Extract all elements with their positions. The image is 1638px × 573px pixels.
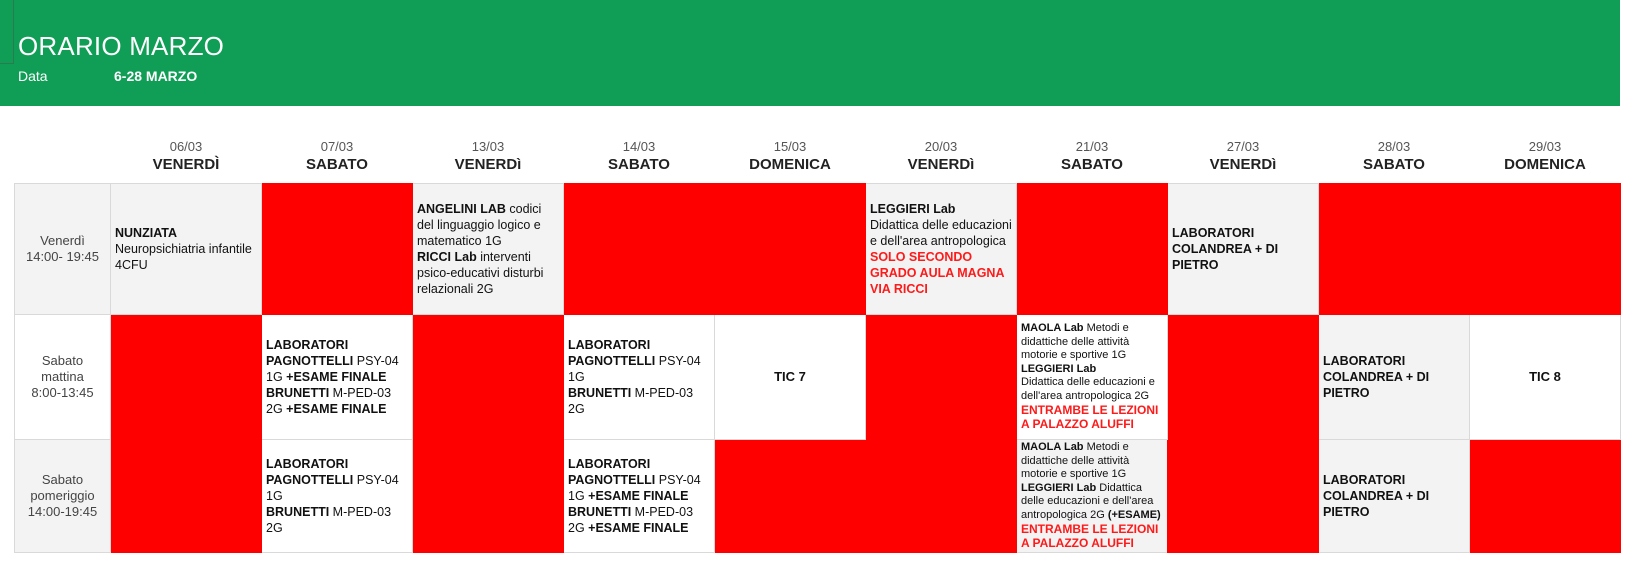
schedule-cell[interactable] — [413, 183, 564, 314]
time-slot-label: Sabato mattina 8:00-13:45 — [15, 314, 111, 439]
lesson-teacher: LEGGIERI Lab — [1021, 481, 1097, 494]
day-date: 06/03 — [169, 139, 203, 155]
day-date: 21/03 — [1075, 139, 1109, 155]
day-header — [866, 130, 1017, 183]
lesson-teacher: LABORATORI COLANDREA + DI PIETRO — [1323, 353, 1430, 400]
day-date: 13/03 — [471, 139, 505, 155]
lesson-subject: Metodi e didattiche delle attività motorie e sportive 1G — [1021, 441, 1130, 480]
schedule-row-saturday-morning — [15, 314, 1621, 439]
schedule-cell-unavailable[interactable] — [111, 314, 262, 439]
schedule-cell[interactable] — [1470, 314, 1621, 439]
page-header — [0, 0, 1620, 106]
day-weekday: VENERDì — [1209, 156, 1277, 174]
day-weekday: VENERDì — [907, 156, 975, 174]
lesson-teacher: BRUNETTI — [266, 504, 330, 519]
lesson-location-note: SOLO SECONDO GRADO AULA MAGNA VIA RICCI — [870, 249, 1005, 296]
lesson-teacher: BRUNETTI — [266, 385, 330, 400]
schedule-cell[interactable] — [1017, 314, 1168, 439]
lesson-teacher: LABORATORI PAGNOTTELLI — [568, 456, 656, 487]
day-date: 28/03 — [1377, 139, 1411, 155]
schedule-cell-unavailable[interactable] — [111, 439, 262, 552]
lesson-subject: Didattica delle educazioni e dell'area antropologica 2G — [1021, 481, 1154, 521]
lesson-teacher: LABORATORI COLANDREA + DI PIETRO — [1172, 225, 1279, 272]
exam-note: +ESAME FINALE — [286, 401, 387, 416]
schedule-cell[interactable] — [1168, 183, 1319, 314]
lesson-title: TIC 7 — [774, 368, 806, 384]
lesson-subject: PSY-04 1G — [266, 353, 399, 384]
schedule-cell-unavailable[interactable] — [715, 439, 866, 552]
schedule-cell-unavailable[interactable] — [715, 183, 866, 314]
day-date: 14/03 — [622, 139, 656, 155]
day-date: 20/03 — [924, 139, 958, 155]
lesson-teacher: LEGGIERI Lab — [870, 201, 956, 216]
day-header — [1319, 130, 1470, 183]
lesson-teacher: LABORATORI PAGNOTTELLI — [568, 337, 656, 368]
schedule-cell[interactable] — [866, 183, 1017, 314]
day-header — [262, 130, 413, 183]
lesson-subject: PSY-04 1G — [568, 353, 701, 384]
lesson-teacher: LABORATORI COLANDREA + DI PIETRO — [1323, 472, 1430, 519]
schedule-cell-unavailable[interactable] — [866, 314, 1017, 552]
day-date: 15/03 — [773, 139, 807, 155]
schedule-row-friday — [15, 183, 1621, 314]
day-header — [413, 130, 564, 183]
schedule-cell[interactable] — [564, 439, 715, 552]
lesson-teacher: RICCI Lab — [417, 249, 477, 264]
schedule-cell[interactable] — [262, 314, 413, 439]
lesson-teacher: MAOLA Lab — [1021, 322, 1084, 334]
lesson-subject: PSY-04 1G — [266, 472, 399, 503]
lesson-teacher: MAOLA Lab — [1021, 441, 1084, 453]
schedule-row-saturday-afternoon — [15, 439, 1621, 552]
schedule-cell[interactable] — [1017, 439, 1168, 552]
day-weekday: VENERDì — [454, 156, 522, 174]
schedule-cell[interactable] — [1319, 314, 1470, 439]
lesson-teacher: BRUNETTI — [568, 385, 632, 400]
corner-header — [15, 130, 111, 183]
schedule-cell[interactable] — [1319, 439, 1470, 552]
lesson-subject: interventi psico-educativi disturbi relazionali 2G — [417, 249, 544, 296]
schedule-cell-unavailable[interactable] — [1168, 314, 1319, 552]
date-range-value: 6-28 MARZO — [114, 68, 198, 84]
lesson-subject: M-PED-03 2G — [568, 504, 694, 535]
lesson-teacher: NUNZIATA — [115, 225, 178, 240]
day-header — [1470, 130, 1621, 183]
exam-note: +ESAME FINALE — [588, 520, 689, 535]
lesson-subject: M-PED-03 2G — [266, 504, 392, 535]
schedule-cell-unavailable[interactable] — [413, 314, 564, 439]
exam-note: (+ESAME) — [1107, 508, 1161, 521]
day-header — [564, 130, 715, 183]
lesson-teacher: LABORATORI PAGNOTTELLI — [266, 337, 354, 368]
schedule-cell[interactable] — [262, 439, 413, 552]
lesson-subject: Neuropsichiatria infantile 4CFU — [115, 241, 252, 272]
lesson-subject: M-PED-03 2G — [266, 385, 392, 416]
page-title: ORARIO MARZO — [18, 31, 225, 61]
day-weekday: SABATO — [1061, 156, 1123, 174]
day-weekday: DOMENICA — [749, 156, 831, 174]
schedule-table — [14, 130, 1621, 553]
lesson-teacher: LEGGIERI Lab — [1021, 362, 1097, 375]
day-weekday: SABATO — [608, 156, 670, 174]
day-header — [1168, 130, 1319, 183]
lesson-teacher: BRUNETTI — [568, 504, 632, 519]
schedule-cell-unavailable[interactable] — [1470, 183, 1621, 314]
schedule-cell-unavailable[interactable] — [1470, 439, 1621, 552]
day-weekday: VENERDÌ — [152, 156, 220, 174]
day-weekday: SABATO — [1363, 156, 1425, 174]
day-header — [1017, 130, 1168, 183]
time-slot-label: Venerdì 14:00- 19:45 — [15, 183, 111, 314]
schedule-cell-unavailable[interactable] — [1017, 183, 1168, 314]
lesson-subject: PSY-04 1G — [568, 472, 701, 503]
exam-note: +ESAME FINALE — [588, 488, 689, 503]
lesson-title: TIC 8 — [1529, 368, 1561, 384]
schedule-grid — [14, 130, 1621, 553]
lesson-subject: codici del linguaggio logico e matematico 1G — [417, 201, 542, 248]
day-weekday: SABATO — [306, 156, 368, 174]
schedule-cell[interactable] — [564, 314, 715, 439]
schedule-cell-unavailable[interactable] — [413, 439, 564, 552]
day-header-row — [15, 130, 1621, 183]
day-header — [715, 130, 866, 183]
lesson-location-note: ENTRAMBE LE LEZIONI A PALAZZO ALUFFI — [1021, 522, 1159, 550]
lesson-subject: Metodi e didattiche delle attività motorie e sportive 1G — [1021, 322, 1130, 361]
lesson-subject: Didattica delle educazioni e dell'area antropologica — [870, 217, 1012, 248]
lesson-teacher: LABORATORI PAGNOTTELLI — [266, 456, 354, 487]
lesson-subject: M-PED-03 2G — [568, 385, 694, 416]
time-slot-label: Sabato pomeriggio 14:00-19:45 — [15, 439, 111, 552]
day-date: 27/03 — [1226, 139, 1260, 155]
exam-note: +ESAME FINALE — [286, 369, 387, 384]
schedule-cell-unavailable[interactable] — [262, 183, 413, 314]
schedule-cell[interactable] — [111, 183, 262, 314]
schedule-cell-unavailable[interactable] — [564, 183, 715, 314]
schedule-cell[interactable] — [715, 314, 866, 439]
lesson-teacher: ANGELINI LAB — [417, 201, 506, 216]
day-header — [111, 130, 262, 183]
day-date: 29/03 — [1528, 139, 1562, 155]
day-weekday: DOMENICA — [1504, 156, 1586, 174]
schedule-cell-unavailable[interactable] — [1319, 183, 1470, 314]
lesson-location-note: ENTRAMBE LE LEZIONI A PALAZZO ALUFFI — [1021, 403, 1159, 431]
day-date: 07/03 — [320, 139, 354, 155]
date-range-label: Data — [18, 68, 48, 84]
cell-selection-marker — [0, 0, 14, 64]
lesson-subject: Didattica delle educazioni e dell'area antropologica 2G — [1021, 376, 1155, 402]
